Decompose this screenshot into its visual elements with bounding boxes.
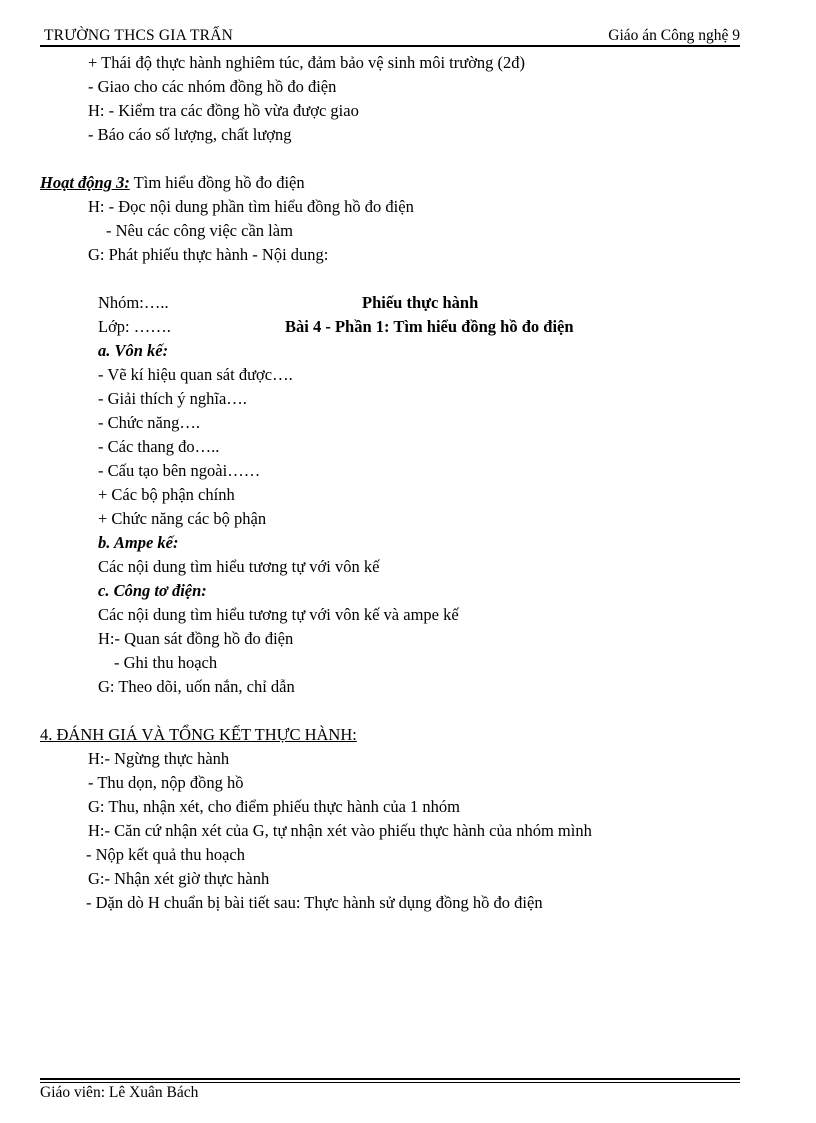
sheet-title: Phiếu thực hành: [362, 293, 479, 312]
text-line: H:- Căn cứ nhận xét của G, tự nhận xét vào phiếu thực hành của nhóm mình: [88, 821, 592, 840]
class-field: Lớp: …….: [98, 317, 171, 336]
text-line: H: - Kiểm tra các đồng hồ vừa được giao: [88, 101, 359, 120]
text-line: G:- Nhận xét giờ thực hành: [88, 869, 270, 888]
document-title: Giáo án Công nghệ 9: [608, 27, 740, 44]
text-line: - Nêu các công việc cần làm: [106, 221, 293, 240]
text-line: H: - Đọc nội dung phần tìm hiểu đồng hồ đo điện: [88, 197, 414, 216]
list-item: - Giải thích ý nghĩa….: [98, 389, 247, 408]
activity-3-line: [40, 172, 305, 194]
group-field: Nhóm:…..: [98, 293, 169, 312]
list-item: - Vẽ kí hiệu quan sát được….: [98, 365, 293, 384]
text-line: - Báo cáo số lượng, chất lượng: [88, 125, 292, 144]
text-line: H:- Ngừng thực hành: [88, 749, 230, 768]
text-line: - Giao cho các nhóm đồng hồ đo điện: [88, 77, 337, 96]
text-line: + Thái độ thực hành nghiêm túc, đảm bảo vệ sinh môi trường (2đ): [88, 53, 526, 72]
electric-meter-heading: c. Công tơ điện:: [98, 581, 207, 600]
list-item: - Các thang đo…..: [98, 437, 220, 456]
text-line: - Dặn dò H chuẩn bị bài tiết sau: Thực hành sử dụng đồng hồ đo điện: [86, 893, 543, 912]
ammeter-heading: b. Ampe kế:: [98, 533, 179, 552]
text-line: G: Theo dõi, uốn nắn, chỉ dẫn: [98, 677, 295, 696]
list-item: - Chức năng….: [98, 413, 200, 432]
text-line: Các nội dung tìm hiểu tương tự với vôn kế và ampe kế: [98, 605, 459, 624]
school-name: TRƯỜNG THCS GIA TRẤN: [44, 27, 233, 44]
page-header: [40, 27, 740, 47]
text-line: H:- Quan sát đồng hồ đo điện: [98, 629, 294, 648]
section-4-heading: 4. ĐÁNH GIÁ VÀ TỔNG KẾT THỰC HÀNH:: [40, 725, 357, 744]
voltmeter-heading: a. Vôn kế:: [98, 341, 169, 360]
text-line: G: Thu, nhận xét, cho điểm phiếu thực hành của 1 nhóm: [88, 797, 461, 816]
text-line: - Thu dọn, nộp đồng hồ: [88, 773, 244, 792]
activity-3-label: Hoạt động 3:: [40, 173, 130, 192]
lesson-title: Bài 4 - Phần 1: Tìm hiểu đồng hồ đo điện: [285, 317, 574, 336]
text-line: G: Phát phiếu thực hành - Nội dung:: [88, 245, 329, 264]
list-item: - Cấu tạo bên ngoài……: [98, 461, 261, 480]
list-item: + Chức năng các bộ phận: [98, 509, 267, 528]
text-line: Các nội dung tìm hiểu tương tự với vôn kế: [98, 557, 380, 576]
footer-rule: [40, 1078, 740, 1080]
teacher-name: Giáo viên: Lê Xuân Bách: [40, 1084, 199, 1101]
header-rule: [40, 45, 740, 47]
text-line: - Nộp kết quả thu hoạch: [86, 845, 245, 864]
list-item: + Các bộ phận chính: [98, 485, 235, 504]
activity-3-text: Tìm hiểu đồng hồ đo điện: [129, 173, 305, 192]
text-line: - Ghi thu hoạch: [114, 653, 218, 672]
